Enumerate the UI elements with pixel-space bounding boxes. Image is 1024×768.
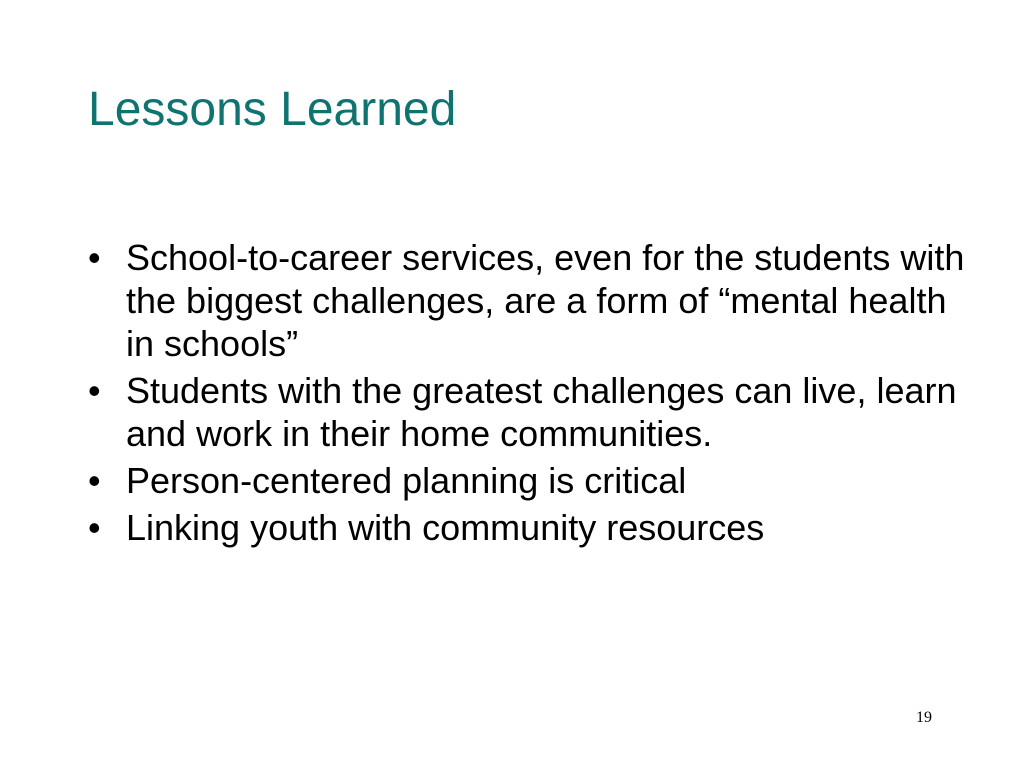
bullet-text: Students with the greatest challenges can live, learn and work in their home communities. — [126, 370, 957, 454]
list-item — [88, 459, 968, 502]
bullet-list — [88, 236, 968, 553]
bullet-text: Linking youth with community resources — [126, 507, 765, 548]
page-number: 19 — [916, 709, 932, 726]
bullet-icon: • — [88, 507, 101, 548]
bullet-icon: • — [88, 237, 101, 278]
slide-title: Lessons Learned — [88, 83, 457, 136]
bullet-icon: • — [88, 460, 101, 501]
list-item — [88, 236, 968, 365]
list-item — [88, 369, 968, 455]
bullet-text: School-to-career services, even for the students with the biggest challenges, are a form of “mental health in schools” — [126, 237, 965, 364]
list-item — [88, 506, 968, 549]
bullet-text: Person-centered planning is critical — [126, 460, 687, 501]
bullet-icon: • — [88, 370, 101, 411]
